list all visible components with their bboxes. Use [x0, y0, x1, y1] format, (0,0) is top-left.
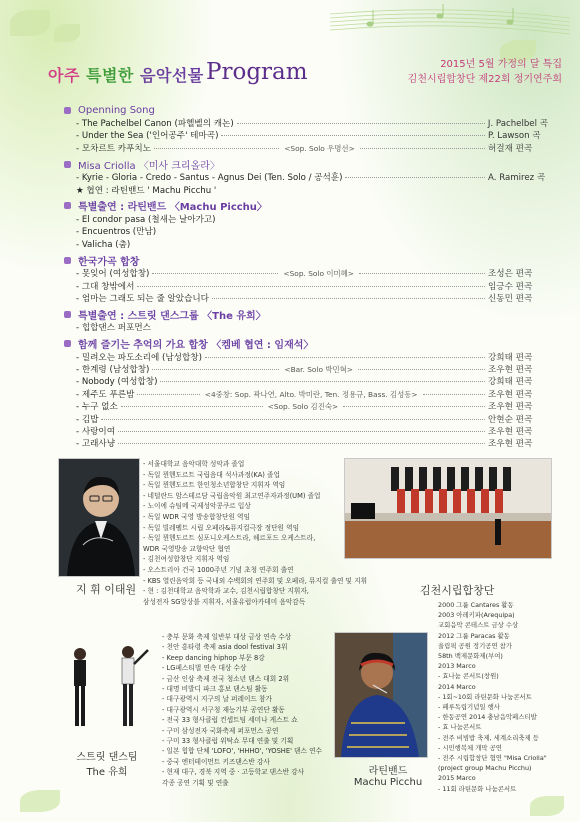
program-item: - Kyrie - Gloria - Credo - Santus - Agnus Dei (Ten. Solo / 공석훈) A. Ramirez 곡 [76, 173, 546, 184]
subtitle-line-2: 김천시립합창단 제22회 정기연주회 [407, 74, 562, 85]
leaf-decoration [530, 796, 564, 816]
program-list [64, 100, 548, 450]
bullet-icon [64, 257, 71, 264]
conductor-photo [58, 458, 140, 577]
program-item: - 못잊어 (여성합창) <Sop. Solo 이미혜> 조성은 편곡 [76, 269, 533, 280]
latin-band-bio: 2000 그룹 Cantares 활동 2003 아레키파(Arequipa) 교회음악 콘테스트 금상 수상 2012 그룹 Paracas 활동 울림픽 공원 정기공연 참가 58th 백제문화제(부여) 2013 Marco - 효나눔 콘서트(창원) 2014 Marco - 1회~10회 라틴문화 나눔콘서트 - 페루독립기념일 행사 - 한동공연 2014 충남음악페스티발 - 효 나눔콘서트 - 전주 비빔밥 축제, 세계소리축제 등 - 시민행복체 개막 공연 - 전주 시립합창단 협연 "Misa Criolla" (project group Machu Picchu) 2015 Marco - 11회 라틴문화 나눔콘서트 [438, 601, 547, 793]
program-item: - 고래사냥 조우현 편곡 [76, 439, 533, 450]
choir-photo [344, 458, 552, 559]
conductor-caption: 지 휘 이태원 [76, 583, 137, 596]
program-item: - 누구 없소 <Sop. Solo 김진숙> 조우현 편곡 [76, 402, 533, 413]
section-header: 특별출연 : 스트릿 댄스그룹 〈The 유희〉 [64, 307, 548, 321]
program-item: - 제주도 푸른밤 <4중창: Sop. 곽나연, Alto. 박미란, Ten. 정용규, Bass. 김성동> 조우현 편곡 [76, 389, 533, 400]
bullet-icon [64, 107, 71, 114]
latin-band-caption: 라틴밴드 Machu Picchu [353, 766, 423, 788]
program-item: - Under the Sea ('인어공주' 테마곡) P. Lawson 곡 [76, 131, 541, 142]
program-item: - 김밥 안현순 편곡 [76, 414, 533, 425]
concert-subtitle [408, 57, 562, 87]
bullet-icon [64, 311, 71, 318]
program-item: - 모차르트 카푸치노 <Sop. Solo 우명선> 허걸재 편곡 [76, 143, 533, 154]
program-item: ★ 협연 : 라틴밴드 ' Machu Picchu ' [76, 185, 217, 196]
program-item: - Nobody (여성합창) 강희태 편곡 [76, 377, 533, 388]
program-item: - El condor pasa (철새는 날아가고) [76, 214, 216, 225]
bullet-icon [64, 202, 71, 209]
music-staff-decoration [330, 4, 570, 44]
program-item: - 그대 창밖에서 임긍수 편곡 [76, 281, 533, 292]
leaf-decoration [54, 24, 80, 42]
dance-team-photo [58, 640, 154, 744]
leaf-decoration [10, 10, 50, 36]
section-header: Openning Song [64, 103, 548, 117]
program-item: - 사랑이여 조우현 편곡 [76, 427, 533, 438]
section-header: 함께 즐기는 추억의 가요 합창 〈켐베 협연 : 임재석〉 [64, 337, 548, 351]
section-header: 한국가곡 합창 [64, 253, 548, 267]
choir-caption: 김천시립합창단 [420, 584, 495, 597]
conductor-bio: - 서울대학교 음악대학 성악과 졸업 - 독일 뮌헨도르트 국립음대 석사과정(KA) 졸업 - 독일 뮌헨도르트 한인청소년합창단 지휘자 역임 - 네덜란드 암스테르담 국립음악원 최고연주자과정(UM) 졸업 - 노이에 슈팀메 국제성악콩쿠르 입상 - 독일 WDR 국영 방송합창단원 역임 - 독일 빌레펠트 시립 오페라&뮤지컬극장 정단원 역임 - 독일 뮌헨도르트 심포니오케스트라, 헤르포드 오케스트라, WDR 국영방송 교향악단 협연 - 김천여성합창단 지휘자 역임 - 오스트리아 건국 1000주년 기념 초청 연주회 출연 - KBS 열린음악회 등 국내외 수백회의 연주회 및 오페라, 뮤지컬 출연 및 지휘 - 현 : 김천대학교 음악학과 교수, 김천시립합창단 지휘자, 삼성전자 SG앙상블 지휘자, 서울유럽아카데미 음악감독 [143, 460, 368, 606]
latin-band-photo [334, 632, 428, 758]
dance-team-bio: - 충부 문화 축제 일반부 대상 금상 연속 수상 - 천안 흥타령 축제 asia dool festival 3위 - Keep dancing hiphop 부문 8강 - LG페스티벌 연속 대상 수상 - 금산 인삼 축제 전국 청소년 댄스 대회 2위 - 대명 비발디 파크 홍보 댄스팀 활동 - 대구광역시 지구의 날 퍼레이드 참가 - 대구광역시 서구청 재능기부 공연단 활동 - 전국 33 형사클럽 컨셉트팀 세미나 게스트 쇼 - 구미 삼성전자 국화축제 퍼포먼스 공연 - 구미 33 형사클럽 위탁쇼 무대 연출 및 기획 - 일본 힙합 단체 'LOFO', 'HHHO', 'YOSHE' 댄스 연수 - 중국 엔터테이먼트 키즈댄스반 강사 - 현재 대구, 경북 지역 중 · 고등학교 댄스반 강사 각종 공연 기획 및 연출 [162, 633, 322, 787]
program-title-english: Program [206, 59, 308, 85]
leaf-decoration [20, 790, 60, 812]
program-item: - 한계령 (남성합창) <Bar. Solo 박민혁> 조우현 편곡 [76, 365, 533, 376]
bullet-icon [64, 161, 71, 168]
program-item: - 힙합댄스 퍼포먼스 [76, 323, 151, 334]
program-item: - The Pachelbel Canon (파헬벨의 캐논) J. Pachelbel 곡 [76, 119, 548, 129]
subtitle-line-1: 2015년 5월 가정의 달 특집 [440, 59, 562, 70]
dance-team-caption: 스트릿 댄스팀 The 유희 [76, 752, 138, 778]
section-header: Misa Criolla 〈미사 크리올라〉 [64, 157, 548, 171]
section-header: 특별출연 : 라틴밴드 〈Machu Picchu〉 [64, 199, 548, 213]
program-item: - Encuentros (만남) [76, 227, 157, 238]
program-item: - 밀려오는 파도소리에 (남성합창) 강희태 편곡 [76, 352, 533, 363]
program-item: - 엄마는 그래도 되는 줄 알았습니다 신동민 편곡 [76, 293, 533, 304]
program-title-korean: 아주 특별한 음악선물 [48, 66, 204, 85]
program-item: - Valicha (춤) [76, 239, 131, 250]
bullet-icon [64, 340, 71, 347]
